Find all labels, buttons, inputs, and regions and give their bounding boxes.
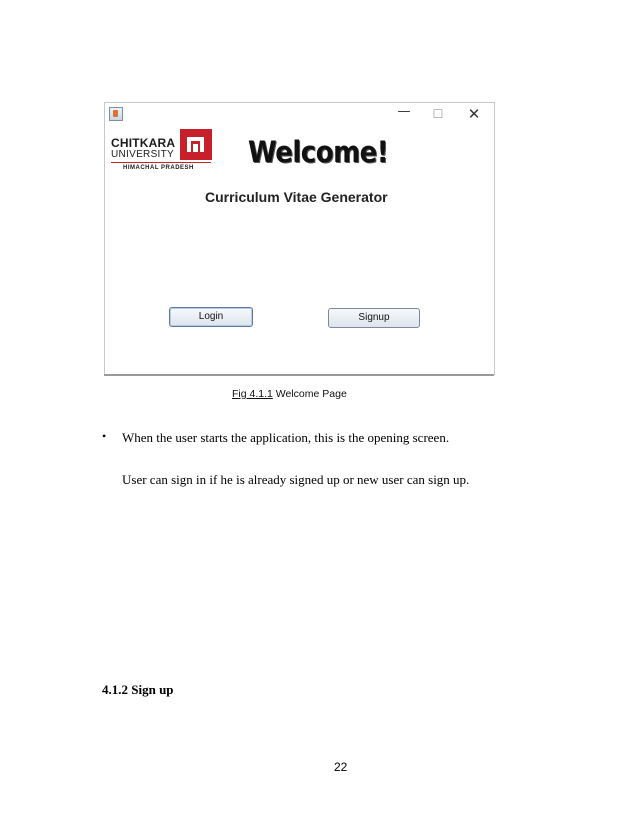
- signup-button[interactable]: Signup: [328, 308, 420, 328]
- window-bottom-border: [104, 374, 494, 376]
- logo-line-3: HIMACHAL PRADESH: [123, 165, 194, 171]
- logo-mark-icon: [180, 129, 212, 160]
- paragraph-2: User can sign in if he is already signed up or new user can sign up.: [122, 472, 470, 487]
- logo-line-2: UNIVERSITY: [111, 149, 175, 160]
- logo-line-1: CHITKARA: [111, 136, 176, 150]
- maximize-icon[interactable]: ☐: [432, 107, 444, 121]
- figure-caption: [232, 388, 347, 400]
- section-heading: 4.1.2 Sign up: [102, 682, 174, 697]
- close-icon[interactable]: ✕: [467, 105, 481, 123]
- app-title: Curriculum Vitae Generator: [205, 189, 388, 205]
- university-logo: [109, 127, 213, 177]
- paragraph-1: When the user starts the application, this is the opening screen.: [122, 430, 450, 445]
- app-window-screenshot: [104, 102, 495, 375]
- minimize-icon[interactable]: —: [397, 104, 411, 119]
- welcome-heading: Welcome!: [248, 136, 389, 170]
- logo-rule: [111, 162, 211, 163]
- page-number: 22: [334, 760, 348, 774]
- login-button[interactable]: Login: [169, 307, 253, 327]
- java-app-icon: [109, 107, 123, 121]
- bullet-icon: •: [102, 429, 107, 443]
- figure-number: Fig 4.1.1: [232, 388, 273, 400]
- figure-caption-text: Welcome Page: [272, 388, 347, 400]
- window-titlebar: [105, 103, 494, 125]
